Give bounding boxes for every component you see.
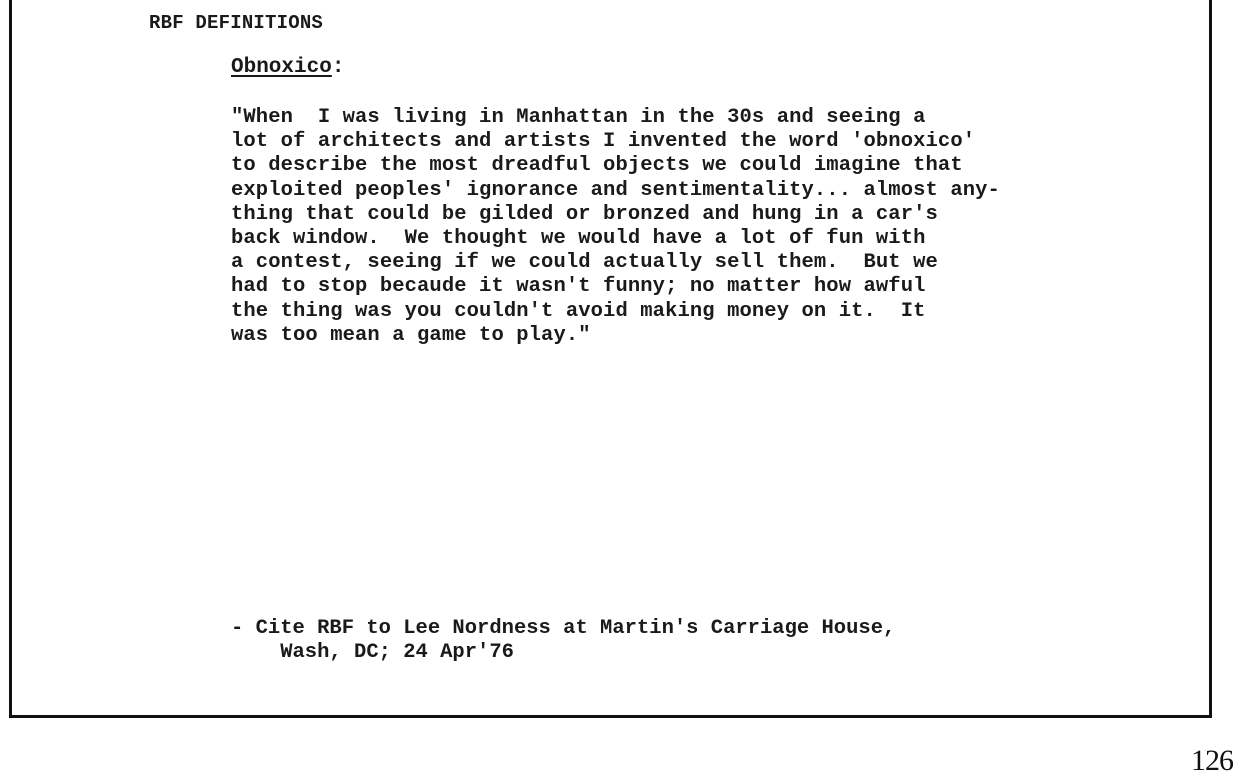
page-number: 126 — [1191, 744, 1233, 777]
quote-line: was too mean a game to play." — [231, 323, 591, 347]
quote-line: a contest, seeing if we could actually sell them. But we — [231, 251, 938, 275]
definition-card — [9, 0, 1212, 718]
citation-line: Wash, DC; 24 Apr'76 — [231, 641, 514, 664]
quote-line: thing that could be gilded or bronzed and hung in a car's — [231, 202, 938, 226]
definition-quote — [231, 106, 1131, 348]
quote-line: back window. We thought we would have a lot of fun with — [231, 227, 926, 251]
quote-line: the thing was you couldn't avoid making money on it. It — [231, 299, 926, 323]
citation — [231, 617, 895, 665]
card-header: RBF DEFINITIONS — [149, 12, 324, 34]
quote-line: lot of architects and artists I invented the word 'obnoxico' — [231, 130, 976, 154]
quote-line: had to stop becaude it wasn't funny; no matter how awful — [231, 275, 926, 299]
quote-line: to describe the most dreadful objects we could imagine that — [231, 154, 963, 178]
quote-line: exploited peoples' ignorance and sentimentality... almost any- — [231, 178, 1000, 202]
term-word: Obnoxico — [231, 56, 332, 79]
quote-line: "When I was living in Manhattan in the 30s and seeing a — [231, 106, 926, 129]
term-colon: : — [331, 56, 345, 79]
definition-term — [231, 56, 344, 79]
citation-line: - Cite RBF to Lee Nordness at Martin's Carriage House, — [231, 617, 896, 640]
